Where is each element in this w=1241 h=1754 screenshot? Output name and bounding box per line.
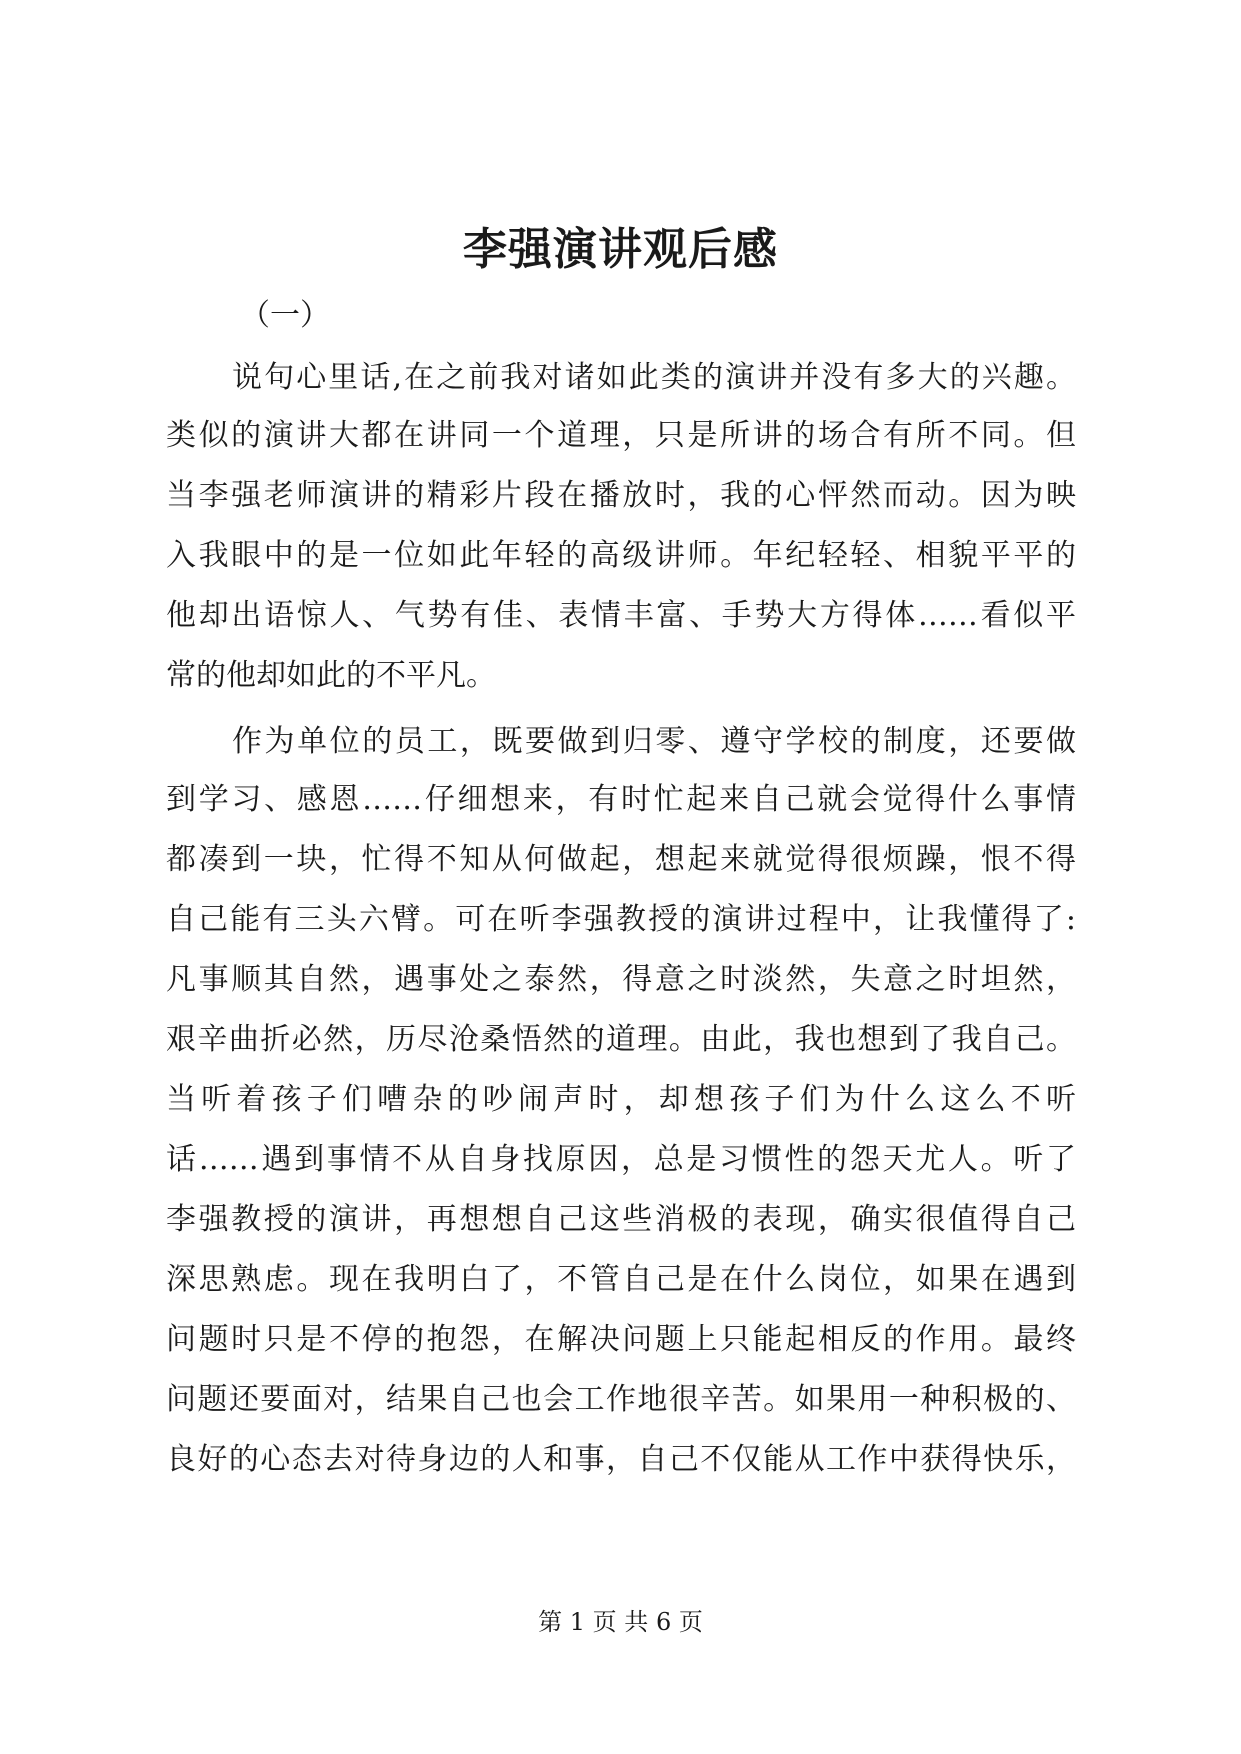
page-number-footer: 第 1 页 共 6 页: [538, 1608, 703, 1636]
paragraph-2-line-9: 李强教授的演讲，再想想自己这些消极的表现，确实很值得自己: [166, 1202, 1076, 1237]
paragraph-2-line-5: 凡事顺其自然，遇事处之泰然，得意之时淡然，失意之时坦然，: [166, 962, 1076, 997]
paragraph-1-line-3: 当李强老师演讲的精彩片段在播放时，我的心怦然而动。因为映: [166, 478, 1076, 513]
paragraph-2-line-13: 良好的心态去对待身边的人和事，自己不仅能从工作中获得快乐，: [166, 1442, 1076, 1477]
paragraph-2-line-6: 艰辛曲折必然，历尽沧桑悟然的道理。由此，我也想到了我自己。: [166, 1022, 1076, 1057]
paragraph-2-line-4: 自己能有三头六臂。可在听李强教授的演讲过程中，让我懂得了:: [166, 902, 1076, 937]
paragraph-2-line-8: 话……遇到事情不从自身找原因，总是习惯性的怨天尤人。听了: [166, 1142, 1076, 1177]
paragraph-1-line-5: 他却出语惊人、气势有佳、表情丰富、手势大方得体……看似平: [166, 598, 1076, 633]
paragraph-1-line-4: 入我眼中的是一位如此年轻的高级讲师。年纪轻轻、相貌平平的: [166, 538, 1076, 573]
document-title: 李强演讲观后感: [463, 224, 778, 275]
paragraph-2-line-12: 问题还要面对，结果自己也会工作地很辛苦。如果用一种积极的、: [166, 1382, 1076, 1417]
paragraph-2-line-10: 深思熟虑。现在我明白了，不管自己是在什么岗位，如果在遇到: [166, 1262, 1076, 1297]
paragraph-2-line-7: 当听着孩子们嘈杂的吵闹声时，却想孩子们为什么这么不听: [166, 1082, 1076, 1117]
section-marker: （一）: [240, 298, 330, 333]
paragraph-1-line-6: 常的他却如此的不平凡。: [166, 658, 496, 693]
paragraph-1-line-2: 类似的演讲大都在讲同一个道理，只是所讲的场合有所不同。但: [166, 418, 1076, 453]
paragraph-2-line-2: 到学习、感恩……仔细想来，有时忙起来自己就会觉得什么事情: [166, 782, 1076, 817]
paragraph-2-line-1: 作为单位的员工，既要做到归零、遵守学校的制度，还要做: [232, 724, 1076, 759]
paragraph-1-line-1: 说句心里话,在之前我对诸如此类的演讲并没有多大的兴趣。: [232, 360, 1076, 395]
paragraph-2-line-3: 都凑到一块，忙得不知从何做起，想起来就觉得很烦躁，恨不得: [166, 842, 1076, 877]
paragraph-2-line-11: 问题时只是不停的抱怨，在解决问题上只能起相反的作用。最终: [166, 1322, 1076, 1357]
